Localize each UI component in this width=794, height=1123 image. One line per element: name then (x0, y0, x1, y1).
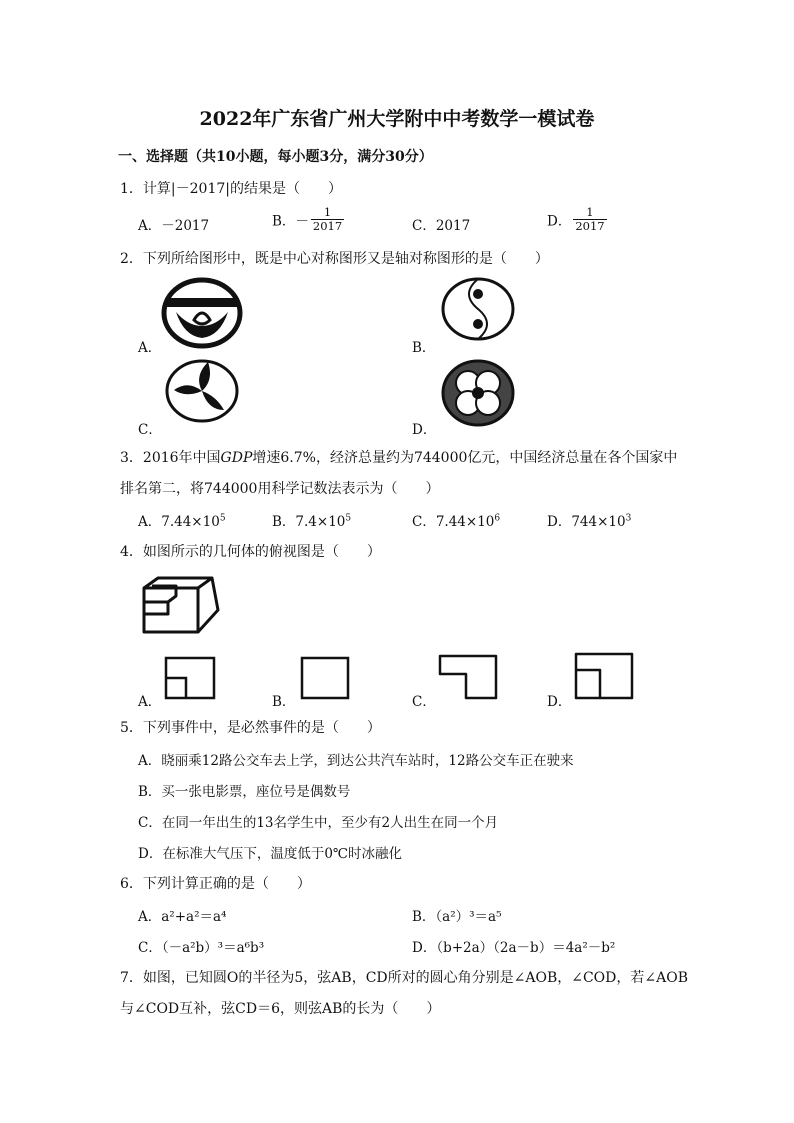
q3-option-d (547, 510, 631, 530)
q3-option-a-base: A．7.44×10 (138, 514, 220, 530)
q3-option-c (412, 510, 500, 530)
q5-option-a: A．晓丽乘12路公交车去上学，到达公共汽车站时，12路公交车正在驶来 (138, 753, 574, 769)
q3-option-c-base: C．7.44×10 (412, 514, 495, 530)
q5-option-d: D．在标准大气压下，温度低于0℃时冰融化 (138, 846, 403, 862)
q6-option-d: D．（b+2a）（2a－b）＝4a²－b² (412, 940, 616, 956)
q1-b-denominator: 2017 (312, 219, 343, 233)
q4-figure-a (164, 656, 218, 702)
section-heading: 一、选择题（共10小题，每小题3分，满分30分） (118, 149, 433, 165)
q4-option-a: A． (138, 694, 162, 710)
q3-stem-line2: 排名第二，将744000用科学记数法表示为（ ） (120, 481, 440, 497)
q4-option-b: B． (272, 694, 296, 710)
q1-option-b-fraction (311, 206, 344, 233)
q1-option-d-prefix: D． (547, 213, 572, 230)
q2-stem: 2．下列所给图形中，既是中心对称图形又是轴对称图形的是（ ） (120, 251, 549, 267)
q2-figure-a (160, 276, 244, 350)
q5-option-c: C．在同一年出生的13名学生中，至少有2人出生在同一个月 (138, 815, 499, 831)
q2-figure-b (440, 276, 516, 342)
q1-b-numerator: 1 (323, 205, 332, 219)
q1-option-d-fraction (573, 206, 606, 233)
q2-figure-d (440, 358, 516, 428)
q6-stem: 6．下列计算正确的是（ ） (120, 876, 311, 892)
page-title: 2022年广东省广州大学附中中考数学一模试卷 (199, 108, 595, 130)
q3-option-b-exp: 5 (345, 513, 352, 524)
q3-option-d-base: D．744×10 (547, 514, 626, 530)
q4-figure-b (300, 656, 352, 702)
q4-solid-figure (140, 574, 222, 636)
q3-stem-rest: 增速6.7%，经济总量约为744000亿元，中国经济总量在各个国家中 (252, 450, 678, 466)
q1-option-b-prefix: B．－ (272, 213, 309, 230)
q1-option-d (547, 206, 607, 233)
q3-option-b (272, 510, 351, 530)
q1-option-c: C．2017 (412, 218, 471, 234)
q5-stem: 5．下列事件中，是必然事件的是（ ） (120, 720, 381, 736)
q5-option-b: B．买一张电影票，座位号是偶数号 (138, 784, 351, 800)
q3-option-d-exp: 3 (625, 513, 632, 524)
q4-option-c: C． (412, 694, 436, 710)
q6-option-a: A．a²+a²＝a⁴ (138, 909, 227, 925)
q7-stem-line1: 7．如图，已知圆O的半径为5，弦AB，CD所对的圆心角分别是∠AOB，∠COD，若∠AOB (120, 970, 688, 986)
q3-option-a-exp: 5 (219, 513, 226, 524)
q2-option-b: B． (412, 340, 436, 356)
q4-figure-d (574, 652, 636, 702)
q1-option-b (272, 206, 344, 233)
q3-option-a (138, 510, 226, 530)
q2-option-a: A． (138, 340, 162, 356)
q1-option-a: A．－2017 (138, 218, 210, 234)
q6-option-b: B．（a²）³＝a⁵ (412, 909, 502, 925)
q3-gdp: GDP (220, 450, 253, 466)
q3-stem-line1 (120, 447, 677, 467)
q2-figure-c (164, 358, 240, 424)
q4-stem: 4．如图所示的几何体的俯视图是（ ） (120, 544, 381, 560)
q1-d-numerator: 1 (586, 205, 594, 219)
q4-option-d: D． (547, 694, 572, 710)
q1-stem: 1．计算|－2017|的结果是（ ） (120, 181, 342, 197)
q3-stem-prefix: 3．2016年中国 (120, 450, 221, 466)
q1-d-denominator: 2017 (575, 219, 605, 233)
q2-option-c: C． (138, 422, 162, 438)
q4-figure-c (438, 654, 500, 702)
q3-option-c-exp: 6 (494, 513, 501, 524)
q3-option-b-base: B．7.4×10 (272, 514, 346, 530)
q6-option-c: C．（－a²b）³＝a⁶b³ (138, 940, 265, 956)
q7-stem-line2: 与∠COD互补，弦CD＝6，则弦AB的长为（ ） (120, 1001, 441, 1017)
q2-option-d: D． (412, 422, 437, 438)
